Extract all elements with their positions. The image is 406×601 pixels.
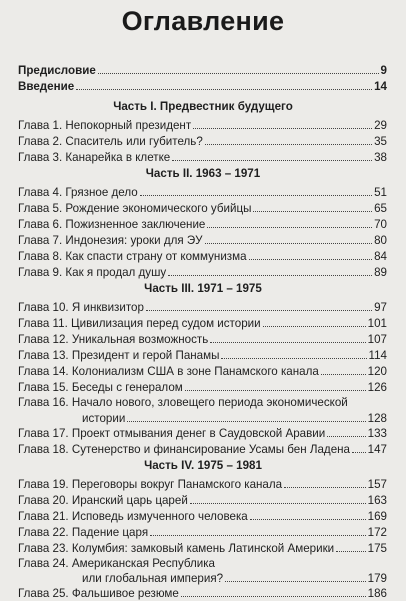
toc-entry[interactable] xyxy=(18,332,387,346)
entry-page: 89 xyxy=(374,266,387,279)
entry-page: 97 xyxy=(374,301,387,314)
toc-entry[interactable] xyxy=(18,201,387,215)
entry-label: Глава 14. Колониализм США в зоне Панамского канала xyxy=(18,365,319,378)
entry-label: истории xyxy=(82,412,126,425)
entry-label: Глава 13. Президент и герой Панамы xyxy=(18,349,220,362)
toc-entry[interactable] xyxy=(18,364,387,378)
toc-entry[interactable] xyxy=(18,525,387,539)
leader-dots xyxy=(327,426,365,437)
entry-label: Глава 15. Беседы с генералом xyxy=(18,381,183,394)
leader-dots xyxy=(205,233,373,244)
leader-dots xyxy=(146,300,372,311)
toc-entry-continuation[interactable] xyxy=(18,571,387,585)
entry-page: 35 xyxy=(374,135,387,148)
toc-entry[interactable] xyxy=(18,396,387,410)
toc-entry[interactable] xyxy=(18,217,387,231)
leader-dots xyxy=(253,201,372,212)
entry-page: 84 xyxy=(374,250,387,263)
entry-page: 51 xyxy=(374,186,387,199)
entry-page: 147 xyxy=(367,443,387,456)
entry-page: 107 xyxy=(367,333,387,346)
leader-dots xyxy=(321,364,366,375)
toc-entry[interactable] xyxy=(18,426,387,440)
part-heading: Часть I. Предвестник будущего xyxy=(113,100,293,113)
toc-entry[interactable] xyxy=(18,380,387,394)
entry-label: Глава 11. Цивилизация перед судом истории xyxy=(18,317,261,330)
entry-label: Глава 2. Спаситель или губитель? xyxy=(18,135,203,148)
entry-page: 80 xyxy=(374,234,387,247)
leader-dots xyxy=(205,134,372,145)
toc-entry[interactable] xyxy=(18,118,387,132)
entry-label: Глава 10. Я инквизитор xyxy=(18,301,144,314)
entry-label: Глава 6. Пожизненное заключение xyxy=(18,218,206,231)
leader-dots xyxy=(140,185,372,196)
entry-page: 14 xyxy=(374,80,387,93)
leader-dots xyxy=(98,63,379,74)
leader-dots xyxy=(221,348,366,359)
entry-label: Глава 17. Проект отмывания денег в Саудовской Аравии xyxy=(18,427,326,440)
entry-label: Глава 8. Как спасти страну от коммунизма xyxy=(18,250,247,263)
toc-entry[interactable] xyxy=(18,557,387,571)
leader-dots xyxy=(225,571,366,582)
entry-page: 120 xyxy=(367,365,387,378)
page-title: Оглавление xyxy=(121,6,285,36)
leader-dots xyxy=(190,493,366,504)
entry-page: 38 xyxy=(374,151,387,164)
entry-page: 114 xyxy=(368,349,387,362)
toc-entry[interactable] xyxy=(18,150,387,164)
toc-entry[interactable] xyxy=(18,134,387,148)
entry-label: Глава 16. Начало нового, зловещего периода экономической xyxy=(18,396,348,409)
entry-page: 179 xyxy=(367,572,387,585)
part-heading: Часть IV. 1975 – 1981 xyxy=(144,459,262,472)
entry-page: 175 xyxy=(367,542,387,555)
toc-entry[interactable] xyxy=(18,265,387,279)
entry-page: 101 xyxy=(367,317,387,330)
entry-page: 29 xyxy=(374,119,387,132)
toc-entry-introduction[interactable] xyxy=(18,79,387,93)
toc-entry[interactable] xyxy=(18,509,387,523)
leader-dots xyxy=(193,118,372,129)
leader-dots xyxy=(185,380,366,391)
entry-label: Глава 1. Непокорный президент xyxy=(18,119,192,132)
entry-label: Глава 9. Как я продал душу xyxy=(18,266,167,279)
part-heading: Часть III. 1971 – 1975 xyxy=(144,282,262,295)
leader-dots xyxy=(284,477,366,488)
entry-label: Глава 24. Американская Республика xyxy=(18,557,216,570)
leader-dots xyxy=(249,249,373,260)
entry-label: Глава 3. Канарейка в клетке xyxy=(18,151,171,164)
leader-dots xyxy=(127,411,365,422)
leader-dots xyxy=(250,509,366,520)
entry-label: Глава 7. Индонезия: уроки для ЭУ xyxy=(18,234,203,247)
leader-dots xyxy=(336,541,366,552)
toc-entry[interactable] xyxy=(18,300,387,314)
entry-page: 133 xyxy=(367,427,387,440)
toc-entry[interactable] xyxy=(18,316,387,330)
entry-page: 186 xyxy=(367,587,387,600)
entry-page: 163 xyxy=(367,494,387,507)
entry-page: 157 xyxy=(367,478,387,491)
leader-dots xyxy=(76,79,372,90)
leader-dots xyxy=(207,217,372,228)
entry-label: Глава 12. Уникальная возможность xyxy=(18,333,209,346)
entry-page: 169 xyxy=(367,510,387,523)
entry-page: 9 xyxy=(380,64,387,77)
entry-page: 65 xyxy=(374,202,387,215)
entry-label: Глава 18. Сутенерство и финансирование Усамы бен Ладена xyxy=(18,443,350,456)
leader-dots xyxy=(150,525,366,536)
toc-entry[interactable] xyxy=(18,348,387,362)
entry-page: 128 xyxy=(367,412,387,425)
toc-entry[interactable] xyxy=(18,249,387,263)
leader-dots xyxy=(168,265,372,276)
entry-page: 172 xyxy=(367,526,387,539)
leader-dots xyxy=(263,316,366,327)
entry-page: 126 xyxy=(367,381,387,394)
toc-entry[interactable] xyxy=(18,442,387,456)
entry-label: Введение xyxy=(18,80,75,93)
entry-label: Глава 4. Грязное дело xyxy=(18,186,138,199)
leader-dots xyxy=(172,150,372,161)
entry-label: Глава 5. Рождение экономического убийцы xyxy=(18,202,252,215)
entry-label: Глава 25. Фальшивое резюме xyxy=(18,587,179,600)
entry-label: Глава 23. Колумбия: замковый камень Латинской Америки xyxy=(18,542,335,555)
part-heading: Часть II. 1963 – 1971 xyxy=(145,167,261,180)
toc-entry[interactable] xyxy=(18,541,387,555)
toc-entry[interactable] xyxy=(18,477,387,491)
toc-entry[interactable] xyxy=(18,233,387,247)
toc-entry-preface[interactable] xyxy=(18,63,387,77)
entry-page: 70 xyxy=(374,218,387,231)
toc-entry[interactable] xyxy=(18,185,387,199)
entry-label: Предисловие xyxy=(18,64,96,77)
entry-label: Глава 19. Переговоры вокруг Панамского канала xyxy=(18,478,283,491)
entry-label: Глава 21. Исповедь измученного человека xyxy=(18,510,248,523)
entry-label: или глобальная империя? xyxy=(82,572,224,585)
entry-label: Глава 20. Иранский царь царей xyxy=(18,494,188,507)
leader-dots xyxy=(210,332,365,343)
toc-entry[interactable] xyxy=(18,493,387,507)
leader-dots xyxy=(352,442,366,453)
toc-entry-continuation[interactable] xyxy=(18,411,387,425)
leader-dots xyxy=(181,586,366,597)
toc-entry[interactable] xyxy=(18,586,387,600)
entry-label: Глава 22. Падение царя xyxy=(18,526,149,539)
